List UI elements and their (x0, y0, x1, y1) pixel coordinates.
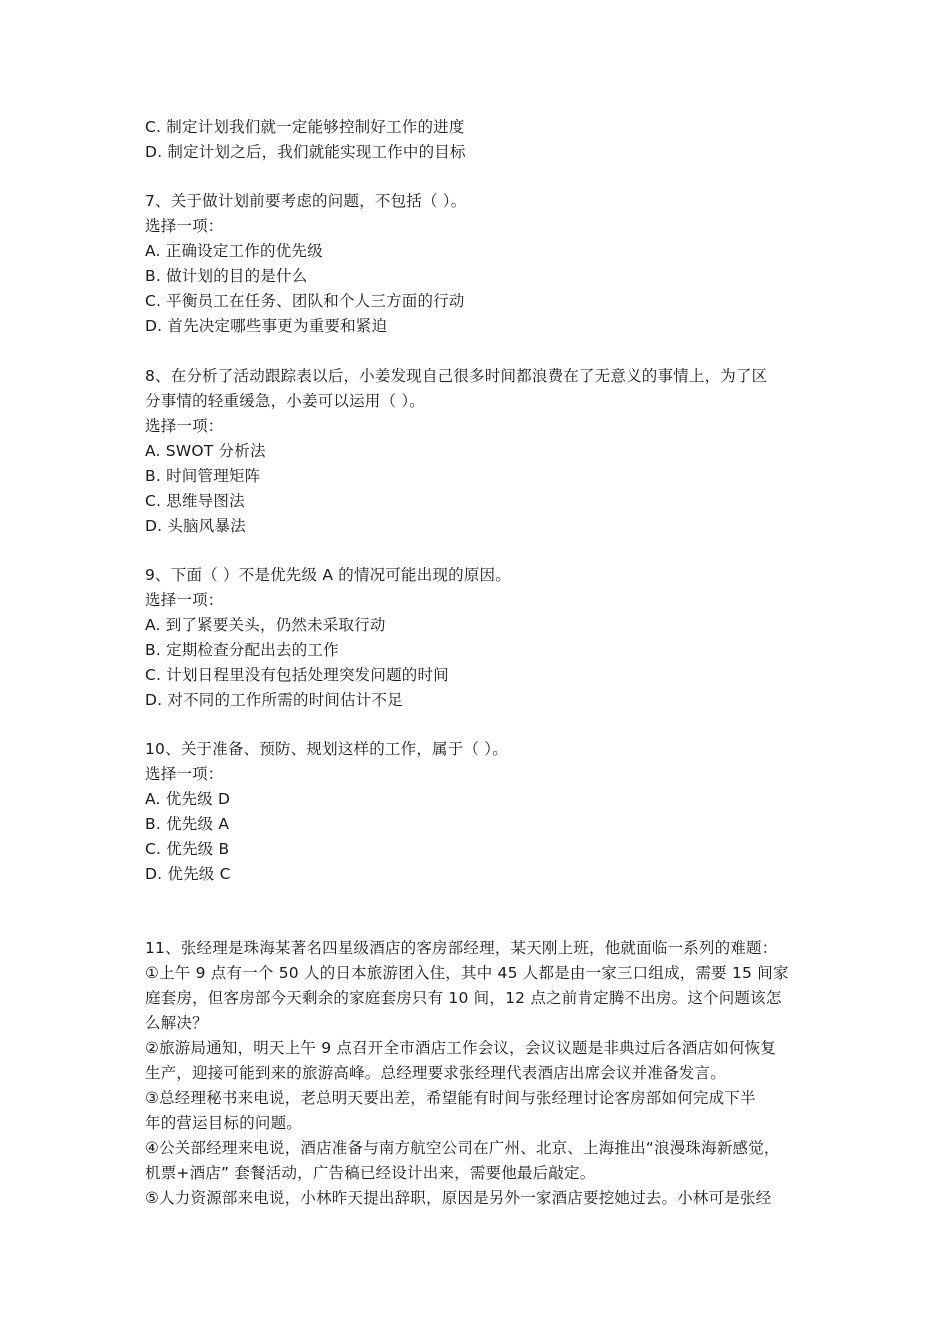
q11-item2-line1: ②旅游局通知，明天上午 9 点召开全市酒店工作会议，会议议题是非典过后各酒店如何恢复 (145, 1039, 777, 1057)
q11-item4-line1: ④公关部经理来电说，酒店准备与南方航空公司在广州、北京、上海推出“浪漫珠海新感觉， (145, 1139, 780, 1157)
q8-option-a: A. SWOT 分析法 (145, 442, 266, 460)
q8-option-d: D. 头脑风暴法 (145, 517, 246, 535)
q10-option-d: D. 优先级 C (145, 865, 231, 883)
q11-item1-line2: 庭套房，但客房部今天剩余的家庭套房只有 10 间，12 点之前肯定腾不出房。这个问题该怎 (145, 989, 782, 1007)
q11-item3-line2: 年的营运目标的问题。 (145, 1114, 303, 1132)
q8-option-c: C. 思维导图法 (145, 492, 245, 510)
q7-option-a: A. 正确设定工作的优先级 (145, 242, 323, 260)
q10-question: 10、关于准备、预防、规划这样的工作，属于（ ）。 (145, 740, 508, 758)
q7-option-d: D. 首先决定哪些事更为重要和紧迫 (145, 317, 388, 335)
q8-prompt: 选择一项： (145, 417, 224, 435)
q8-question-line2: 分事情的轻重缓急，小姜可以运用（ ）。 (145, 392, 425, 410)
q9-prompt: 选择一项： (145, 591, 224, 609)
q11-item2-line2: 生产，迎接可能到来的旅游高峰。总经理要求张经理代表酒店出席会议并准备发言。 (145, 1064, 726, 1082)
q10-prompt: 选择一项： (145, 765, 224, 783)
q7-option-b: B. 做计划的目的是什么 (145, 267, 308, 285)
q8-question-line1: 8、在分析了活动跟踪表以后，小姜发现自己很多时间都浪费在了无意义的事情上，为了区 (145, 367, 768, 385)
q9-option-a: A. 到了紧要关头，仍然未采取行动 (145, 616, 386, 634)
q11-item3-line1: ③总经理秘书来电说，老总明天要出差，希望能有时间与张经理讨论客房部如何完成下半 (145, 1089, 756, 1107)
q10-option-b: B. 优先级 A (145, 815, 230, 833)
q6-option-d: D. 制定计划之后，我们就能实现工作中的目标 (145, 143, 466, 161)
q11-item5-line1: ⑤人力资源部来电说，小林昨天提出辞职，原因是另外一家酒店要挖她过去。小林可是张经 (145, 1189, 772, 1207)
q9-option-c: C. 计划日程里没有包括处理突发问题的时间 (145, 666, 449, 684)
q6-option-c: C. 制定计划我们就一定能够控制好工作的进度 (145, 118, 465, 136)
q7-question: 7、关于做计划前要考虑的问题，不包括（ ）。 (145, 192, 467, 210)
q11-intro: 11、张经理是珠海某著名四星级酒店的客房部经理，某天刚上班，他就面临一系列的难题： (145, 939, 778, 957)
q9-option-b: B. 定期检查分配出去的工作 (145, 641, 339, 659)
q9-question: 9、下面（ ）不是优先级 A 的情况可能出现的原因。 (145, 566, 511, 584)
q11-item4-line2: 机票+酒店” 套餐活动，广告稿已经设计出来，需要他最后敲定。 (145, 1164, 596, 1182)
q11-item1-line3: 么解决？ (145, 1014, 208, 1032)
q8-option-b: B. 时间管理矩阵 (145, 467, 261, 485)
q11-item1-line1: ①上午 9 点有一个 50 人的日本旅游团入住，其中 45 人都是由一家三口组成，需要 15 间家 (145, 964, 789, 982)
q10-option-a: A. 优先级 D (145, 790, 231, 808)
q7-prompt: 选择一项： (145, 217, 224, 235)
q7-option-c: C. 平衡员工在任务、团队和个人三方面的行动 (145, 292, 465, 310)
q9-option-d: D. 对不同的工作所需的时间估计不足 (145, 691, 403, 709)
q10-option-c: C. 优先级 B (145, 840, 230, 858)
